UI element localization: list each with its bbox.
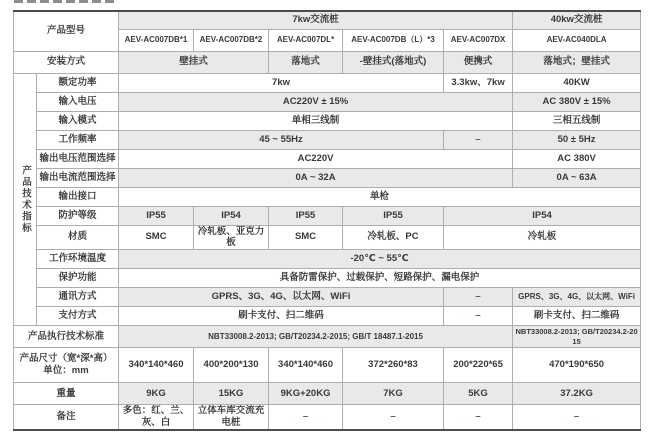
row-out-voltage (14, 149, 641, 168)
material-c2: 冷轧板、亚克力板 (194, 225, 269, 250)
install-floor-wall: 落地式；壁挂式 (513, 51, 641, 73)
standard-40kw: NBT33008.2-2013; GB/T20234.2-2015 (513, 326, 641, 348)
size-label (14, 348, 119, 383)
protect-func-all: 具备防雷保护、过载保护、短路保护、漏电保护 (119, 269, 641, 288)
protection-level-c4: IP55 (343, 206, 444, 225)
size-c4: 372*260*83 (343, 348, 444, 383)
input-mode-40kw: 三相五线制 (513, 111, 641, 130)
rated-power-dx: 3.3kw、7kw (444, 73, 513, 92)
work-temp-all: -20℃ ~ 55℃ (119, 250, 641, 269)
material-label: 材质 (37, 225, 119, 250)
row-out-port (14, 187, 641, 206)
rated-power-7kw: 7kw (119, 73, 444, 92)
work-freq-40kw: 50 ± 5Hz (513, 130, 641, 149)
weight-c5: 5KG (444, 383, 513, 405)
size-c5: 200*220*65 (444, 348, 513, 383)
model-3: AEV-AC007DL* (269, 29, 343, 51)
material-c3: SMC (269, 225, 343, 250)
protect-func-label: 保护功能 (37, 269, 119, 288)
row-size (14, 348, 641, 383)
remark-c2: 立体车库交流充电桩 (194, 405, 269, 430)
row-install (14, 51, 641, 73)
size-label-line2: 单位：mm (43, 365, 89, 377)
out-voltage-40kw: AC 380V (513, 149, 641, 168)
protection-level-c56: IP54 (444, 206, 641, 225)
row-material (14, 225, 641, 250)
payment-dx: – (444, 307, 513, 326)
protection-level-c3: IP55 (269, 206, 343, 225)
rated-power-label: 额定功率 (37, 73, 119, 92)
out-voltage-7kw: AC220V (119, 149, 513, 168)
row-protection-level (14, 206, 641, 225)
install-portable: 便携式 (444, 51, 513, 73)
remark-c6: – (513, 405, 641, 430)
remark-c5: – (444, 405, 513, 430)
out-current-7kw: 0A ~ 32A (119, 168, 513, 187)
input-voltage-label: 输入电压 (37, 92, 119, 111)
tech-indicators-group-label (14, 73, 37, 326)
model-4: AEV-AC007DB（L）*3 (343, 29, 444, 51)
out-port-label: 输出接口 (37, 187, 119, 206)
row-protect-func (14, 269, 641, 288)
input-voltage-40kw: AC 380V ± 15% (513, 92, 641, 111)
payment-label: 支付方式 (37, 307, 119, 326)
size-c2: 400*200*130 (194, 348, 269, 383)
row-standard (14, 326, 641, 348)
standard-label: 产品执行技术标准 (14, 326, 119, 348)
row-remark (14, 405, 641, 430)
weight-c2: 15KG (194, 383, 269, 405)
remark-c1: 多色：红、兰、灰、白 (119, 405, 194, 430)
input-mode-7kw: 单相三线制 (119, 111, 513, 130)
install-wall: 壁挂式 (119, 51, 269, 73)
row-rated-power (14, 73, 641, 92)
row-payment (14, 307, 641, 326)
row-weight (14, 383, 641, 405)
payment-40kw: 刷卡支付、扫二维码 (513, 307, 641, 326)
material-c4: 冷轧板、PC (343, 225, 444, 250)
size-label-line1: 产品尺寸（宽*深*高） (19, 353, 113, 365)
product-spec-table (13, 10, 641, 431)
out-current-40kw: 0A ~ 63A (513, 168, 641, 187)
weight-c1: 9KG (119, 383, 194, 405)
row-input-mode (14, 111, 641, 130)
remark-c3: – (269, 405, 343, 430)
comm-7kw: GPRS、3G、4G、以太网、WiFi (119, 288, 444, 307)
row-column-groups (14, 11, 641, 29)
model-2: AEV-AC007DB*2 (194, 29, 269, 51)
install-wall-floor: -壁挂式(落地式) (343, 51, 444, 73)
row-input-voltage (14, 92, 641, 111)
tech-indicators-vertical-text: 产品技术指标 (19, 164, 31, 234)
work-freq-label: 工作频率 (37, 130, 119, 149)
row-out-current (14, 168, 641, 187)
input-mode-label: 输入模式 (37, 111, 119, 130)
protection-level-label: 防护等级 (37, 206, 119, 225)
out-voltage-label: 输出电压范围选择 (37, 149, 119, 168)
weight-c6: 37.2KG (513, 383, 641, 405)
protection-level-c2: IP54 (194, 206, 269, 225)
out-port-all: 单枪 (119, 187, 641, 206)
comm-40kw: GPRS、3G、4G、以太网、WiFi (513, 288, 641, 307)
row-work-temp (14, 250, 641, 269)
model-6: AEV-AC040DLA (513, 29, 641, 51)
install-label: 安装方式 (14, 51, 119, 73)
size-c6: 470*190*650 (513, 348, 641, 383)
input-voltage-7kw: AC220V ± 15% (119, 92, 513, 111)
cropped-text-remnant (14, 0, 114, 3)
remark-c4: – (343, 405, 444, 430)
standard-7kw: NBT33008.2-2013; GB/T20234.2-2015; GB/T 18487.1-2015 (119, 326, 513, 348)
group-header-7kw: 7kw交流桩 (119, 11, 513, 29)
weight-c3: 9KG+20KG (269, 383, 343, 405)
size-c1: 340*140*460 (119, 348, 194, 383)
work-freq-7kw: 45 ~ 55Hz (119, 130, 444, 149)
material-c56: 冷轧板 (444, 225, 641, 250)
remark-label: 备注 (14, 405, 119, 430)
work-freq-dx: – (444, 130, 513, 149)
comm-dx: – (444, 288, 513, 307)
material-c1: SMC (119, 225, 194, 250)
payment-7kw: 刷卡支付、扫二维码 (119, 307, 444, 326)
model-1: AEV-AC007DB*1 (119, 29, 194, 51)
row-work-freq (14, 130, 641, 149)
model-5: AEV-AC007DX (444, 29, 513, 51)
weight-c4: 7KG (343, 383, 444, 405)
weight-label: 重量 (14, 383, 119, 405)
product-model-label: 产品型号 (14, 11, 119, 51)
comm-label: 通讯方式 (37, 288, 119, 307)
size-c3: 340*140*460 (269, 348, 343, 383)
install-floor: 落地式 (269, 51, 343, 73)
work-temp-label: 工作环境温度 (37, 250, 119, 269)
row-comm (14, 288, 641, 307)
rated-power-40kw: 40KW (513, 73, 641, 92)
out-current-label: 输出电流范围选择 (37, 168, 119, 187)
group-header-40kw: 40kw交流桩 (513, 11, 641, 29)
protection-level-c1: IP55 (119, 206, 194, 225)
